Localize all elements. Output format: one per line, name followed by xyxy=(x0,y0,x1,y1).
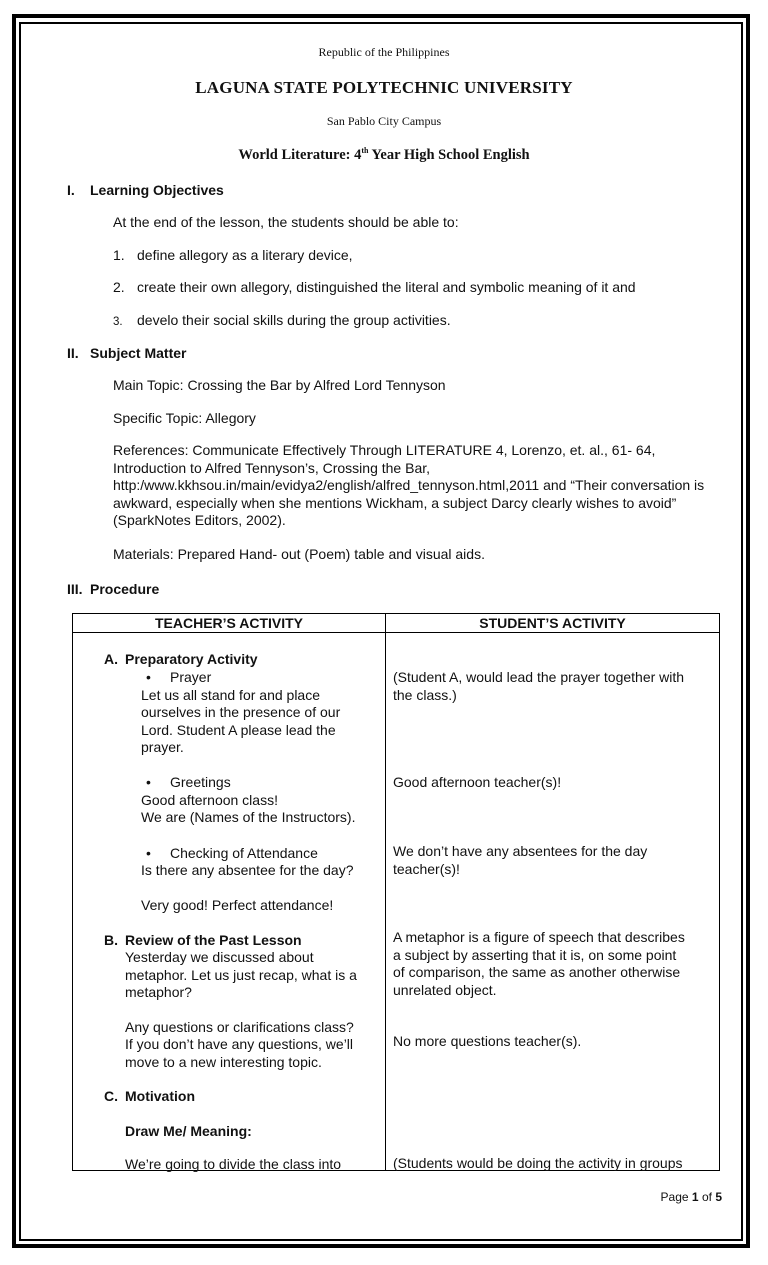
greetings-text-line: We are (Names of the Instructors). xyxy=(141,809,356,825)
student-metaphor-line: a subject by asserting that it is, on some point xyxy=(393,947,677,963)
part-a-label: A. xyxy=(104,651,118,667)
questions-text-line: If you don’t have any questions, we’ll xyxy=(125,1036,354,1052)
teacher-activity-cell xyxy=(73,633,386,1171)
header-university: LAGUNA STATE POLYTECHNIC UNIVERSITY xyxy=(195,78,573,97)
prayer-label: Prayer xyxy=(170,669,212,685)
student-prayer-line: (Student A, would lead the prayer together with xyxy=(393,669,685,685)
review-text-line: Yesterday we discussed about xyxy=(125,949,314,965)
prayer-text-line: Lord. Student A please lead the xyxy=(141,722,336,738)
divide-text: We’re going to divide the class into xyxy=(125,1156,342,1172)
header-republic: Republic of the Philippines xyxy=(318,45,450,59)
section-title: Learning Objectives xyxy=(90,182,224,198)
objectives-intro: At the end of the lesson, the students should be able to: xyxy=(113,214,459,230)
attendance-result: Very good! Perfect attendance! xyxy=(141,897,334,913)
prayer-text-line: ourselves in the presence of our xyxy=(141,704,341,720)
objective-item-1 xyxy=(113,247,353,263)
part-b-title: Review of the Past Lesson xyxy=(125,932,302,948)
materials: Materials: Prepared Hand- out (Poem) table and visual aids. xyxy=(113,546,485,562)
section-title: Procedure xyxy=(90,581,160,597)
header-campus: San Pablo City Campus xyxy=(326,114,442,128)
student-metaphor-line: A metaphor is a figure of speech that describes xyxy=(393,929,685,945)
student-activity-text: (Students would be doing the activity in groups xyxy=(393,1155,683,1171)
procedure-table xyxy=(72,613,720,1171)
prayer-text-line: prayer. xyxy=(141,739,184,755)
part-a-title: Preparatory Activity xyxy=(125,651,258,667)
objective-text: develo their social skills during the group activities. xyxy=(137,312,451,328)
of-word: of xyxy=(701,1190,712,1204)
review-text-line: metaphor? xyxy=(125,984,192,1000)
section-title: Subject Matter xyxy=(90,345,187,361)
page-total: 5 xyxy=(715,1190,722,1204)
specific-topic: Specific Topic: Allegory xyxy=(113,410,256,426)
objective-number: 3. xyxy=(113,316,123,328)
questions-text-line: Any questions or clarifications class? xyxy=(125,1019,354,1035)
student-metaphor-line: of comparison, the same as another otherwise xyxy=(393,964,681,980)
table-header-row xyxy=(73,614,720,633)
greetings-label: Greetings xyxy=(170,774,231,790)
page-footer xyxy=(661,1190,722,1204)
student-attendance-line: We don’t have any absentees for the day xyxy=(393,843,648,859)
attendance-label: Checking of Attendance xyxy=(170,845,318,861)
objective-text: define allegory as a literary device, xyxy=(137,247,353,263)
section-number: II. xyxy=(67,345,79,361)
objective-text: create their own allegory, distinguished the literal and symbolic meaning of it and xyxy=(137,279,636,295)
questions-text-line: move to a new interesting topic. xyxy=(125,1054,322,1070)
draw-me-label: Draw Me/ Meaning: xyxy=(125,1123,252,1139)
bullet: • xyxy=(146,774,151,790)
section-procedure-heading xyxy=(67,581,159,597)
part-c-label: C. xyxy=(104,1088,118,1104)
section-number: III. xyxy=(67,581,83,597)
student-prayer-line: the class.) xyxy=(393,687,457,703)
objective-item-3 xyxy=(113,312,451,328)
student-metaphor-line: unrelated object. xyxy=(393,982,497,998)
review-text-line: metaphor. Let us just recap, what is a xyxy=(125,967,357,983)
section-subject-heading xyxy=(67,345,186,361)
student-greeting: Good afternoon teacher(s)! xyxy=(393,774,562,790)
student-activity-cell xyxy=(386,633,720,1171)
col-teacher-header: TEACHER’S ACTIVITY xyxy=(73,614,386,633)
col-student-header: STUDENT’S ACTIVITY xyxy=(386,614,720,633)
part-c-title: Motivation xyxy=(125,1088,195,1104)
course-suffix: Year High School English xyxy=(368,146,530,163)
greetings-text-line: Good afternoon class! xyxy=(141,792,278,808)
table-body-row xyxy=(73,633,720,1171)
objective-number: 1. xyxy=(113,247,125,263)
student-attendance-line: teacher(s)! xyxy=(393,861,460,877)
section-objectives-heading xyxy=(67,182,224,198)
page-word: Page xyxy=(660,1190,689,1204)
course-title xyxy=(0,146,768,164)
bullet: • xyxy=(146,669,151,685)
page-number: 1 xyxy=(691,1190,699,1204)
attendance-question: Is there any absentee for the day? xyxy=(141,862,354,878)
objective-item-2 xyxy=(113,279,636,295)
prayer-text-line: Let us all stand for and place xyxy=(141,687,321,703)
references: References: Communicate Effectively Through LITERATURE 4, Lorenzo, et. al., 61- 64, Introduction to Alfred Tennyson’s, Crossing the Bar, http:/www.kkhsou.in/main/evidya2/english/alfred_tennyson.html,2011 and “Their conversation is awkward, especially when she mentions Wickham, a subject Darcy clearly wishes to avoid” (SparkNotes Editors, 2002). xyxy=(113,442,705,528)
course-sup: th xyxy=(361,146,369,155)
objective-number: 2. xyxy=(113,279,125,295)
bullet: • xyxy=(146,845,151,861)
section-number: I. xyxy=(67,182,75,198)
main-topic: Main Topic: Crossing the Bar by Alfred Lord Tennyson xyxy=(113,377,446,393)
part-b-label: B. xyxy=(104,932,118,948)
course-prefix: World Literature: 4 xyxy=(238,146,362,163)
student-no-questions: No more questions teacher(s). xyxy=(393,1033,582,1049)
